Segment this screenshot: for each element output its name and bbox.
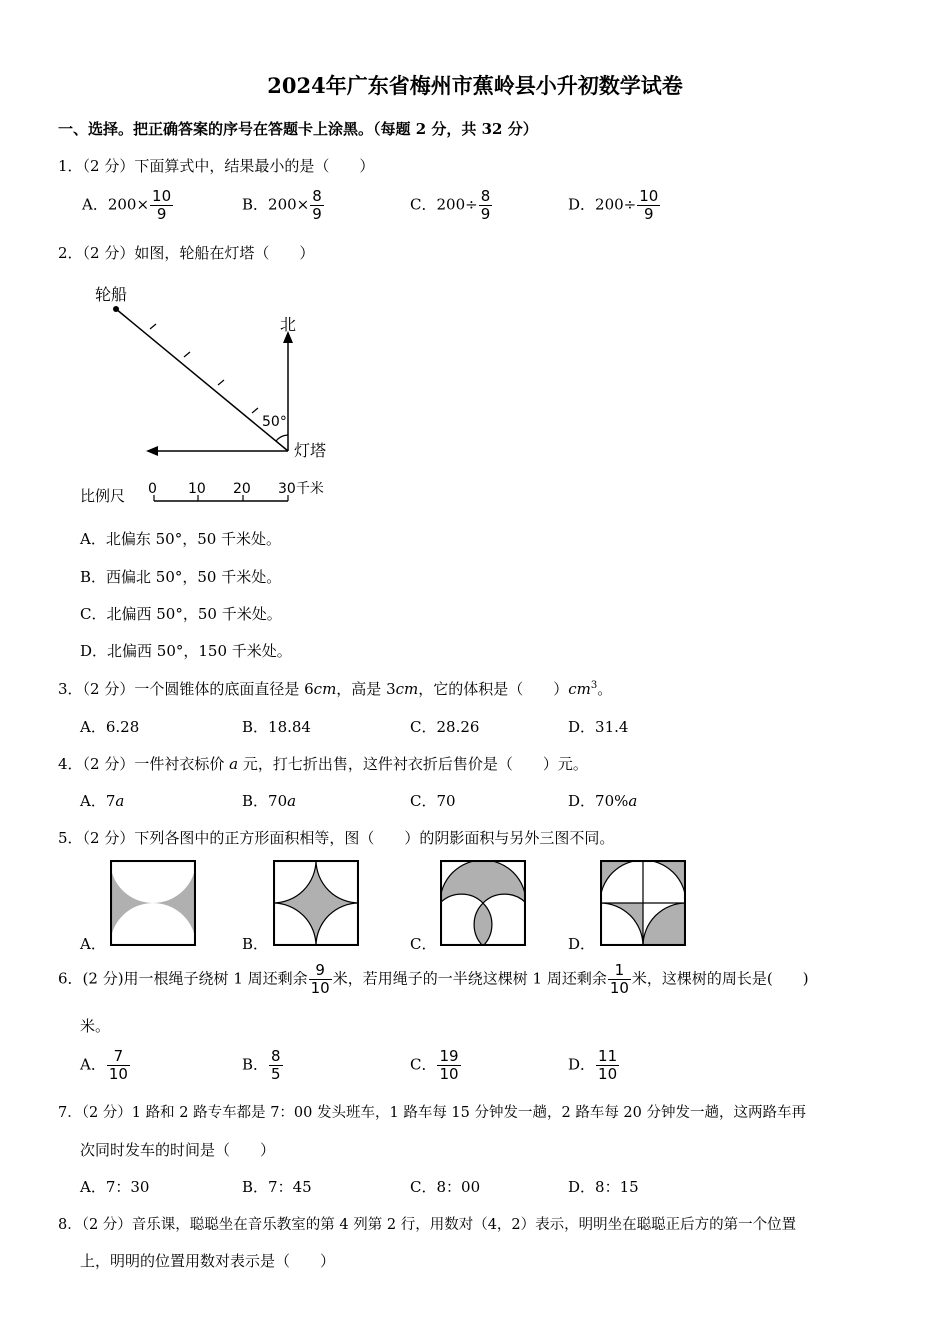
tick-mark: [184, 352, 190, 357]
tick-mark: [252, 408, 258, 413]
shaded-region: [643, 860, 686, 903]
q7-option-b[interactable]: B．7：45: [242, 1178, 312, 1196]
q4-option-a[interactable]: A．7a: [80, 792, 125, 810]
q6-option-c[interactable]: C． $\frac{19}{10}$: [410, 1047, 459, 1083]
q7-option-d[interactable]: D．8：15: [568, 1178, 639, 1196]
q3-option-a[interactable]: A．6.28: [80, 718, 140, 736]
north-label: 北: [280, 315, 297, 334]
shaded-region: [440, 860, 526, 946]
q7-stem-line1: 7．（2 分）1 路和 2 路专车都是 7：00 发头班车，1 路车每 15 分钟发一趟，2 路车每 20 分钟发一趟，这两路车再: [58, 1105, 806, 1121]
q1-d-fraction: $\frac{10}{9}$: [639, 187, 659, 223]
q4-option-b[interactable]: B．70a: [242, 792, 297, 810]
q1-a-fraction: $\frac{10}{9}$: [152, 187, 172, 223]
q2-option-a[interactable]: A．北偏东 50°，50 千米处。: [80, 530, 282, 548]
q1-b-label: B．200×: [242, 195, 310, 214]
section-heading: 一、选择。把正确答案的序号在答题卡上涂黑。（每题 2 分，共 32 分）: [58, 120, 538, 138]
q3-option-c[interactable]: C．28.26: [410, 718, 480, 736]
q3-option-d[interactable]: D．31.4: [568, 718, 629, 736]
q4-option-d[interactable]: D．70%a: [568, 792, 638, 810]
q1-option-a[interactable]: [82, 188, 174, 223]
q6-fraction-1: $\frac{9}{10}$: [310, 961, 330, 997]
ship-label: 轮船: [95, 285, 128, 304]
q1-b-fraction: $\frac{8}{9}$: [312, 187, 322, 223]
lighthouse-label: 灯塔: [294, 441, 327, 460]
angle-label: 50°: [262, 414, 287, 430]
q5-figure-b: [273, 860, 359, 946]
q3-option-b[interactable]: B．18.84: [242, 718, 311, 736]
scale-label: 比例尺: [80, 487, 126, 505]
q7-stem-line2: 次同时发车的时间是（ ）: [80, 1141, 276, 1159]
q5-stem: 5．（2 分）下列各图中的正方形面积相等，图（ ）的阴影面积与另外三图不同。: [58, 829, 615, 847]
q7-option-a[interactable]: A．7：30: [80, 1178, 150, 1196]
shaded-region: [273, 860, 359, 946]
q6-option-d[interactable]: D． $\frac{11}{10}$: [568, 1047, 618, 1083]
q1-option-d[interactable]: [568, 188, 661, 223]
q1-option-b[interactable]: [242, 188, 325, 223]
q2-option-c[interactable]: C．北偏西 50°，50 千米处。: [80, 605, 282, 623]
q3-stem: 3．（2 分）一个圆锥体的底面直径是 6cm，高是 3cm，它的体积是（ ）$cm^3$。: [58, 680, 613, 698]
q8-stem-line1: 8．（2 分）音乐课，聪聪坐在音乐教室的第 4 列第 2 行，用数对（4，2）表示，明明坐在聪聪正后方的第一个位置: [58, 1217, 797, 1233]
page-title: 2024年广东省梅州市蕉岭县小升初数学试卷: [267, 73, 683, 98]
angle-arc: [276, 435, 288, 441]
q6-option-a[interactable]: A． $\frac{7}{10}$: [80, 1047, 128, 1083]
q1-stem: 1．（2 分）下面算式中，结果最小的是（ ）: [58, 157, 375, 175]
ship-lighthouse-diagram: [70, 275, 360, 510]
q5-option-c[interactable]: C．: [410, 935, 437, 953]
scale-0: 0: [148, 481, 157, 497]
q5-figure-d: [600, 860, 686, 946]
shaded-region: [643, 903, 686, 946]
q8-stem-line2: 上，明明的位置用数对表示是（ ）: [80, 1252, 336, 1270]
q4-stem: 4．（2 分）一件衬衣标价 a 元，打七折出售，这件衬衣折后售价是（ ）元。: [58, 755, 588, 773]
scale-10: 10: [188, 481, 206, 497]
q6-stem-line2: 米。: [80, 1017, 111, 1035]
shaded-region: [110, 860, 196, 946]
scale-20: 20: [233, 481, 251, 497]
q1-c-fraction: $\frac{8}{9}$: [480, 187, 491, 223]
q1-option-c[interactable]: [410, 188, 493, 223]
shaded-region: [600, 860, 643, 903]
scale-30: 30千米: [278, 481, 324, 497]
q5-option-a[interactable]: A．: [80, 935, 106, 953]
west-arrow-icon: [146, 446, 158, 456]
q7-option-c[interactable]: C．8：00: [410, 1178, 481, 1196]
q5-figure-a: [110, 860, 196, 946]
q1-c-label: C．200÷: [410, 195, 478, 214]
q2-stem: 2．（2 分）如图，轮船在灯塔（ ）: [58, 244, 315, 262]
q6-stem: 6．(2 分)用一根绳子绕树 1 周还剩余 $\frac{9}{10}$ 米，若用绳子的一半绕这棵树 1 周还剩余 $\frac{1}{10}$ 米，这棵树的周长是( ): [58, 961, 809, 997]
q6-fraction-2: $\frac{1}{10}$: [609, 961, 629, 997]
tick-mark: [218, 380, 224, 385]
q4-option-c[interactable]: C．70: [410, 792, 456, 810]
tick-mark: [150, 324, 156, 329]
q6-option-b[interactable]: B． $\frac{8}{5}$: [242, 1047, 281, 1083]
q5-option-b[interactable]: B．: [242, 935, 269, 953]
q2-option-d[interactable]: D．北偏西 50°，150 千米处。: [80, 642, 292, 660]
q1-a-label: A．200×: [82, 195, 150, 214]
q5-option-d[interactable]: D．: [568, 935, 596, 953]
q1-d-label: D．200÷: [568, 195, 637, 214]
q2-option-b[interactable]: B．西偏北 50°，50 千米处。: [80, 568, 282, 586]
q5-figure-c: [440, 860, 526, 946]
